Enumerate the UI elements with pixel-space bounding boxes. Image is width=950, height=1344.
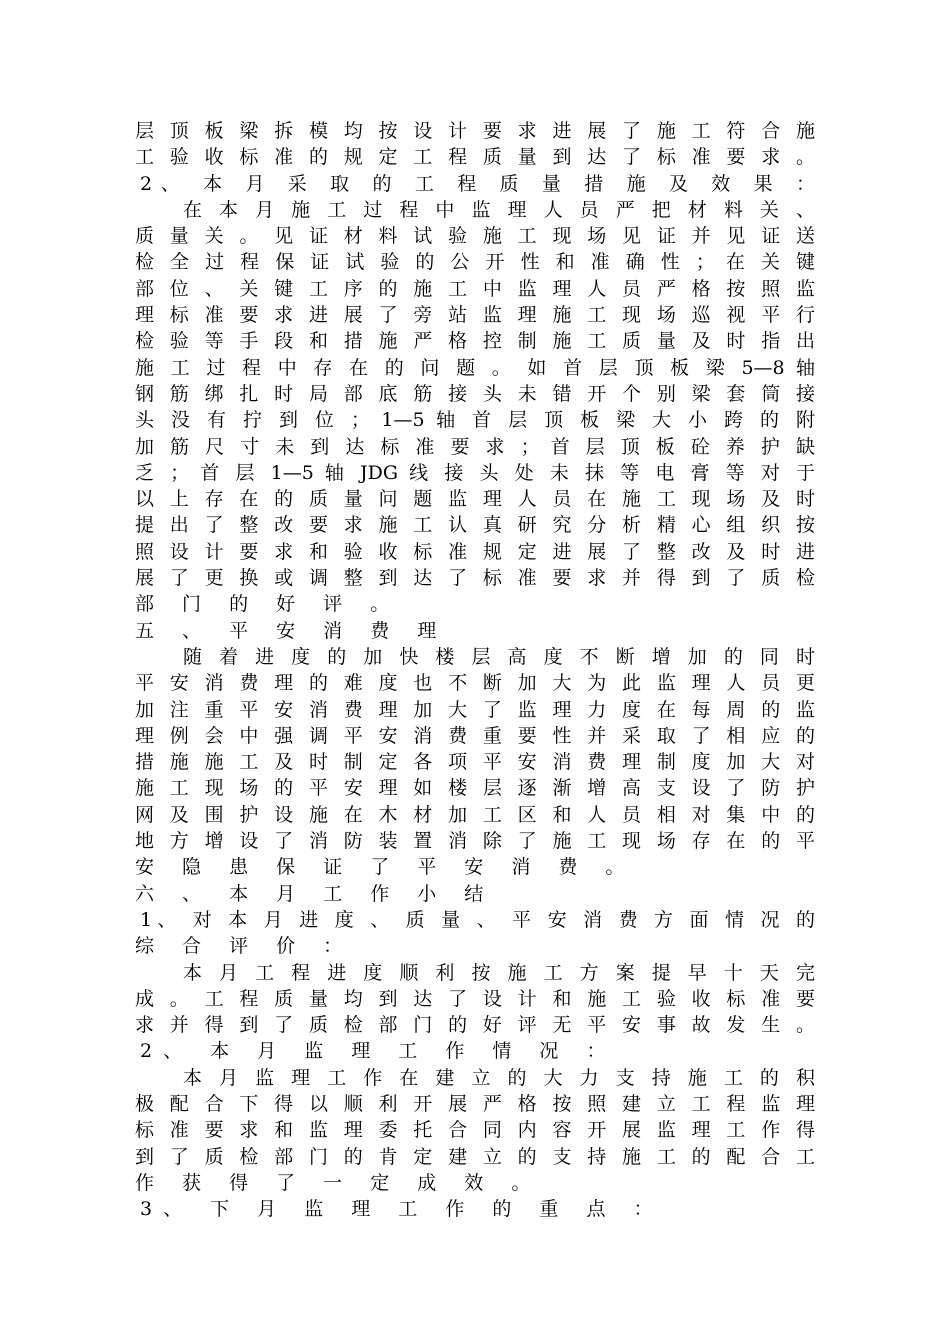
text-line: 乏 ； 首 层 1—5 轴 JDG 线 接 头 处 未 抹 等 电 膏 等 对 于	[135, 461, 815, 484]
text-line: 到 了 质 检 部 门 的 肯 定 建 立 的 支 持 施 工 的 配 合 工	[135, 1145, 815, 1168]
text-line: 质 量 关 。 见 证 材 料 试 验 施 工 现 场 见 证 并 见 证 送	[135, 225, 815, 248]
document-body	[135, 118, 815, 1222]
text-line: 加 筋 尺 寸 未 到 达 标 准 要 求 ； 首 层 顶 板 砼 养 护 缺	[135, 435, 815, 458]
text-line: 综 合 评 价 ：	[135, 935, 354, 958]
text-line: 部 门 的 好 评 。	[135, 593, 401, 616]
text-line: 本 月 监 理 工 作 在 建 立 的 大 力 支 持 施 工 的 积	[183, 1066, 815, 1089]
text-line: 成 。 工 程 质 量 均 到 达 了 设 计 和 施 工 验 收 标 准 要	[135, 987, 815, 1010]
text-line: 层 顶 板 梁 拆 模 均 按 设 计 要 求 进 展 了 施 工 符 合 施	[135, 120, 815, 142]
text-line: 标 准 要 求 和 监 理 委 托 合 同 内 容 开 展 监 理 工 作 得	[135, 1119, 815, 1142]
text-line: 部 位 、 关 键 工 序 的 施 工 中 监 理 人 员 严 格 按 照 监	[135, 277, 815, 300]
text-line: 2、 本 月 采 取 的 工 程 质 量 措 施 及 效 果 ：	[140, 172, 815, 195]
text-line: 平 安 消 费 理 的 难 度 也 不 断 加 大 为 此 监 理 人 员 更	[135, 672, 815, 695]
text-line: 工 验 收 标 准 的 规 定 工 程 质 量 到 达 了 标 准 要 求 。	[135, 146, 815, 169]
text-line: 措 施 施 工 及 时 制 定 各 项 平 安 消 费 理 制 度 加 大 对	[135, 751, 815, 774]
text-line: 作 获 得 了 一 定 成 效 。	[135, 1171, 542, 1194]
text-line: 照 设 计 要 求 和 验 收 标 准 规 定 进 展 了 整 改 及 时 进	[135, 540, 815, 563]
text-line: 施 工 现 场 的 平 安 理 如 楼 层 逐 渐 增 高 支 设 了 防 护	[135, 777, 815, 800]
text-line: 3、 下 月 监 理 工 作 的 重 点 ：	[140, 1198, 664, 1221]
text-line: 地 方 增 设 了 消 防 装 置 消 除 了 施 工 现 场 存 在 的 平	[135, 830, 815, 853]
text-line: 极 配 合 下 得 以 顺 利 开 展 严 格 按 照 建 立 工 程 监 理	[135, 1092, 815, 1115]
text-line: 理 标 准 要 求 进 展 了 旁 站 监 理 施 工 现 场 巡 视 平 行	[135, 304, 815, 327]
text-line: 检 全 过 程 保 证 试 验 的 公 开 性 和 准 确 性 ； 在 关 键	[135, 251, 815, 274]
text-line: 检 验 等 手 段 和 措 施 严 格 控 制 施 工 质 量 及 时 指 出	[135, 330, 815, 353]
text-line: 施 工 过 程 中 存 在 的 问 题 。 如 首 层 顶 板 梁 5—8 轴	[135, 356, 815, 379]
text-line: 随 着 进 度 的 加 快 楼 层 高 度 不 断 增 加 的 同 时	[183, 645, 815, 668]
text-line: 1、 对 本 月 进 度 、 质 量 、 平 安 消 费 方 面 情 况 的	[140, 908, 815, 931]
text-line: 加 注 重 平 安 消 费 理 加 大 了 监 理 力 度 在 每 周 的 监	[135, 698, 815, 721]
text-line: 以 上 存 在 的 质 量 问 题 监 理 人 员 在 施 工 现 场 及 时	[135, 488, 815, 511]
text-line: 钢 筋 绑 扎 时 局 部 底 筋 接 头 未 错 开 个 别 梁 套 筒 接	[135, 382, 815, 405]
text-line: 理 例 会 中 强 调 平 安 消 费 重 要 性 并 采 取 了 相 应 的	[135, 724, 815, 747]
text-line: 2、 本 月 监 理 工 作 情 况 ：	[140, 1040, 617, 1063]
text-line: 提 出 了 整 改 要 求 施 工 认 真 研 究 分 析 精 心 组 织 按	[135, 514, 815, 537]
text-line: 展 了 更 换 或 调 整 到 达 了 标 准 要 求 并 得 到 了 质 检	[135, 567, 815, 590]
text-line: 在 本 月 施 工 过 程 中 监 理 人 员 严 把 材 料 关 、	[183, 198, 815, 221]
text-line: 六 、 本 月 工 作 小 结	[135, 882, 495, 905]
text-line: 安 隐 患 保 证 了 平 安 消 费 。	[135, 856, 636, 879]
text-line: 求 并 得 到 了 质 检 部 门 的 好 评 无 平 安 事 故 发 生 。	[135, 1014, 815, 1037]
text-line: 网 及 围 护 设 施 在 木 材 加 工 区 和 人 员 相 对 集 中 的	[135, 803, 815, 826]
text-line: 本 月 工 程 进 度 顺 利 按 施 工 方 案 提 早 十 天 完	[183, 961, 815, 984]
text-line: 头 没 有 拧 到 位 ； 1—5 轴 首 层 顶 板 梁 大 小 跨 的 附	[135, 409, 815, 432]
text-line: 五 、 平 安 消 费 理	[135, 619, 448, 642]
